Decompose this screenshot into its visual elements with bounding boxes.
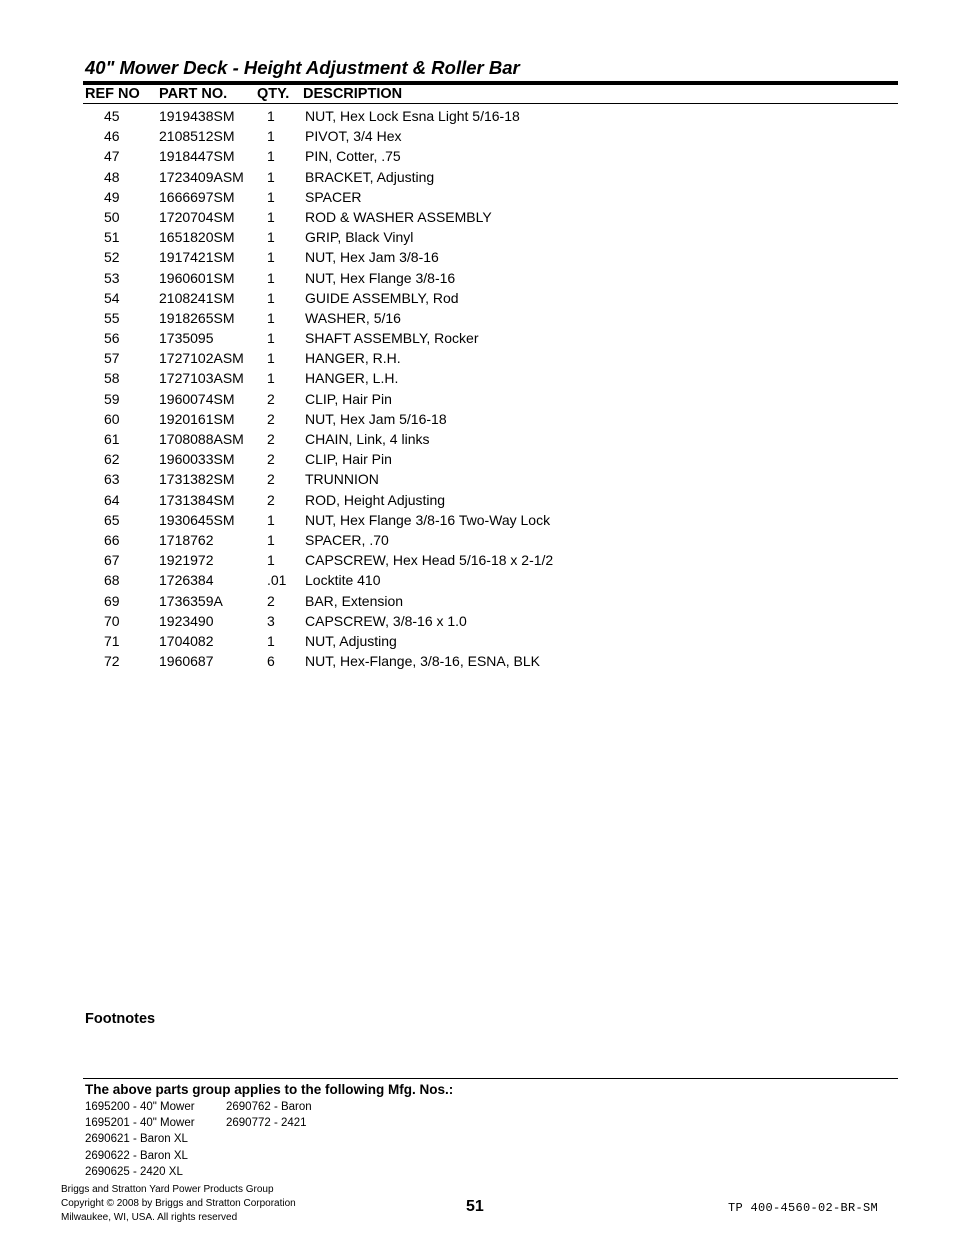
column-header-description: DESCRIPTION: [303, 86, 403, 102]
ref-number: 64: [104, 491, 120, 508]
part-number: 1960601SM: [159, 269, 235, 286]
parts-table: [0, 107, 954, 672]
ref-number: 67: [104, 552, 120, 569]
quantity: 1: [267, 289, 275, 306]
ref-number: 59: [104, 390, 120, 407]
description: Locktite 410: [305, 572, 381, 589]
quantity: 1: [267, 148, 275, 165]
description: BAR, Extension: [305, 592, 404, 609]
description: TRUNNION: [305, 471, 379, 488]
quantity: 1: [267, 269, 275, 286]
table-row: [0, 632, 954, 652]
page-number: 51: [466, 1198, 484, 1215]
footnotes-heading: Footnotes: [85, 1011, 156, 1027]
table-row: [0, 107, 954, 127]
ref-number: 60: [104, 410, 120, 427]
ref-number: 63: [104, 471, 120, 488]
quantity: 1: [267, 188, 275, 205]
mfg-item: 2690762 - Baron: [226, 1101, 312, 1113]
table-row: [0, 551, 954, 571]
description: NUT, Hex-Flange, 3/8-16, ESNA, BLK: [305, 653, 540, 670]
quantity: 1: [267, 108, 275, 124]
quantity: 1: [267, 531, 275, 548]
table-row: [0, 147, 954, 167]
quantity: 1: [267, 168, 275, 185]
table-row: [0, 228, 954, 248]
description: NUT, Hex Jam 5/16-18: [305, 410, 447, 427]
part-number: 2108512SM: [159, 128, 235, 145]
description: HANGER, L.H.: [305, 370, 399, 387]
description: HANGER, R.H.: [305, 350, 401, 367]
description: WASHER, 5/16: [305, 309, 401, 326]
quantity: 2: [267, 451, 275, 468]
part-number: 1727103ASM: [159, 370, 244, 387]
mfg-item: 2690772 - 2421: [226, 1117, 307, 1130]
column-header-ref: REF NO: [85, 86, 140, 102]
description: PIN, Cotter, .75: [305, 148, 401, 165]
table-row: [0, 369, 954, 389]
title-divider: [83, 81, 898, 85]
ref-number: 50: [104, 208, 120, 225]
table-row: [0, 410, 954, 430]
part-number: 1930645SM: [159, 511, 235, 528]
column-header-qty: QTY.: [257, 86, 290, 102]
mfg-item: 1695200 - 40" Mower: [85, 1101, 195, 1113]
mfg-list-col1: [85, 1099, 195, 1180]
description: NUT, Hex Flange 3/8-16: [305, 269, 456, 286]
quantity: 1: [267, 208, 275, 225]
description: BRACKET, Adjusting: [305, 168, 435, 185]
quantity: 2: [267, 431, 275, 447]
table-row: [0, 612, 954, 632]
ref-number: 46: [104, 128, 120, 145]
quantity: 2: [267, 592, 275, 609]
table-row: [0, 390, 954, 410]
description: ROD, Height Adjusting: [305, 491, 446, 508]
quantity: 2: [267, 491, 275, 508]
part-number: 1720704SM: [159, 208, 235, 225]
description: SPACER: [305, 188, 362, 205]
ref-number: 72: [104, 653, 120, 670]
description: SPACER, .70: [305, 531, 389, 548]
ref-number: 69: [104, 592, 120, 609]
applies-title: The above parts group applies to the following Mfg. Nos.:: [85, 1082, 454, 1097]
description: GUIDE ASSEMBLY, Rod: [305, 289, 459, 306]
part-number: 1651820SM: [159, 229, 235, 246]
table-row: [0, 450, 954, 470]
table-row: [0, 349, 954, 369]
part-number: 1708088ASM: [159, 431, 244, 447]
column-header-part: PART NO.: [159, 86, 228, 102]
description: NUT, Hex Flange 3/8-16 Two-Way Lock: [305, 511, 551, 528]
quantity: 1: [267, 511, 275, 528]
description: NUT, Adjusting: [305, 632, 397, 649]
quantity: 1: [267, 370, 275, 387]
table-row: [0, 289, 954, 309]
ref-number: 61: [104, 431, 120, 447]
part-number: 1919438SM: [159, 108, 235, 124]
ref-number: 62: [104, 451, 120, 468]
description: NUT, Hex Lock Esna Light 5/16-18: [305, 108, 520, 124]
quantity: .01: [267, 572, 287, 589]
footer-company: Briggs and Stratton Yard Power Products Group: [61, 1184, 274, 1195]
table-row: [0, 430, 954, 450]
page-title: 40" Mower Deck - Height Adjustment & Roller Bar: [85, 57, 520, 78]
table-row: [0, 208, 954, 228]
part-number: 1960687: [159, 653, 214, 670]
part-number: 1723409ASM: [159, 168, 244, 185]
description: CHAIN, Link, 4 links: [305, 431, 430, 447]
ref-number: 49: [104, 188, 120, 205]
table-row: [0, 531, 954, 551]
table-row: [0, 127, 954, 147]
table-row: [0, 511, 954, 531]
ref-number: 52: [104, 249, 120, 266]
description: SHAFT ASSEMBLY, Rocker: [305, 330, 479, 347]
part-number: 1917421SM: [159, 249, 235, 266]
quantity: 2: [267, 390, 275, 407]
part-number: 1727102ASM: [159, 350, 244, 367]
part-number: 1736359A: [159, 592, 223, 609]
description: NUT, Hex Jam 3/8-16: [305, 249, 439, 266]
table-row: [0, 269, 954, 289]
part-number: 1731384SM: [159, 491, 235, 508]
mfg-item: 2690621 - Baron XL: [85, 1133, 188, 1146]
footer-location: Milwaukee, WI, USA. All rights reserved: [61, 1212, 238, 1223]
ref-number: 68: [104, 572, 120, 589]
header-divider: [83, 103, 898, 104]
description: CAPSCREW, Hex Head 5/16-18 x 2-1/2: [305, 552, 554, 569]
ref-number: 51: [104, 229, 120, 246]
table-header: [85, 86, 898, 104]
part-number: 1735095: [159, 330, 214, 347]
table-row: [0, 491, 954, 511]
ref-number: 45: [104, 108, 120, 124]
ref-number: 53: [104, 269, 120, 286]
description: ROD & WASHER ASSEMBLY: [305, 208, 492, 225]
table-row: [0, 248, 954, 268]
part-number: 1918265SM: [159, 309, 235, 326]
quantity: 1: [267, 128, 275, 145]
quantity: 1: [267, 552, 275, 569]
part-number: 2108241SM: [159, 289, 235, 306]
table-row: [0, 168, 954, 188]
mfg-item: 2690622 - Baron XL: [85, 1149, 188, 1162]
part-number: 1960033SM: [159, 451, 235, 468]
table-row: [0, 329, 954, 349]
footer-company-info: [61, 1183, 296, 1225]
quantity: 1: [267, 330, 275, 347]
ref-number: 65: [104, 511, 120, 528]
quantity: 6: [267, 653, 275, 670]
part-number: 1960074SM: [159, 390, 235, 407]
description: CAPSCREW, 3/8-16 x 1.0: [305, 612, 467, 629]
mfg-item: 1695201 - 40" Mower: [85, 1117, 195, 1130]
mfg-item: 2690625 - 2420 XL: [85, 1165, 183, 1178]
ref-number: 47: [104, 148, 120, 165]
quantity: 1: [267, 632, 275, 649]
footer-copyright: Copyright © 2008 by Briggs and Stratton Corporation: [61, 1198, 296, 1209]
description: CLIP, Hair Pin: [305, 390, 392, 407]
part-number: 1704082: [159, 632, 214, 649]
document-code: TP 400-4560-02-BR-SM: [728, 1201, 879, 1215]
description: PIVOT, 3/4 Hex: [305, 128, 402, 145]
ref-number: 66: [104, 531, 120, 548]
table-row: [0, 470, 954, 490]
quantity: 2: [267, 471, 275, 488]
part-number: 1718762: [159, 531, 214, 548]
quantity: 1: [267, 350, 275, 367]
ref-number: 58: [104, 370, 120, 387]
table-row: [0, 188, 954, 208]
ref-number: 56: [104, 330, 120, 347]
part-number: 1731382SM: [159, 471, 235, 488]
quantity: 3: [267, 612, 275, 629]
mfg-list-col2: [226, 1099, 312, 1131]
table-row: [0, 652, 954, 672]
ref-number: 70: [104, 612, 120, 629]
ref-number: 54: [104, 289, 120, 306]
quantity: 1: [267, 249, 275, 266]
ref-number: 48: [104, 168, 120, 185]
quantity: 1: [267, 309, 275, 326]
part-number: 1918447SM: [159, 148, 235, 165]
ref-number: 57: [104, 350, 120, 367]
table-row: [0, 309, 954, 329]
applies-divider: [83, 1078, 898, 1079]
table-row: [0, 571, 954, 591]
part-number: 1666697SM: [159, 188, 235, 205]
description: CLIP, Hair Pin: [305, 451, 392, 468]
part-number: 1920161SM: [159, 410, 235, 427]
description: GRIP, Black Vinyl: [305, 229, 414, 246]
part-number: 1923490: [159, 612, 214, 629]
quantity: 1: [267, 229, 275, 246]
ref-number: 55: [104, 309, 120, 326]
part-number: 1921972: [159, 552, 214, 569]
quantity: 2: [267, 410, 275, 427]
ref-number: 71: [104, 632, 120, 649]
table-row: [0, 592, 954, 612]
part-number: 1726384: [159, 572, 214, 589]
